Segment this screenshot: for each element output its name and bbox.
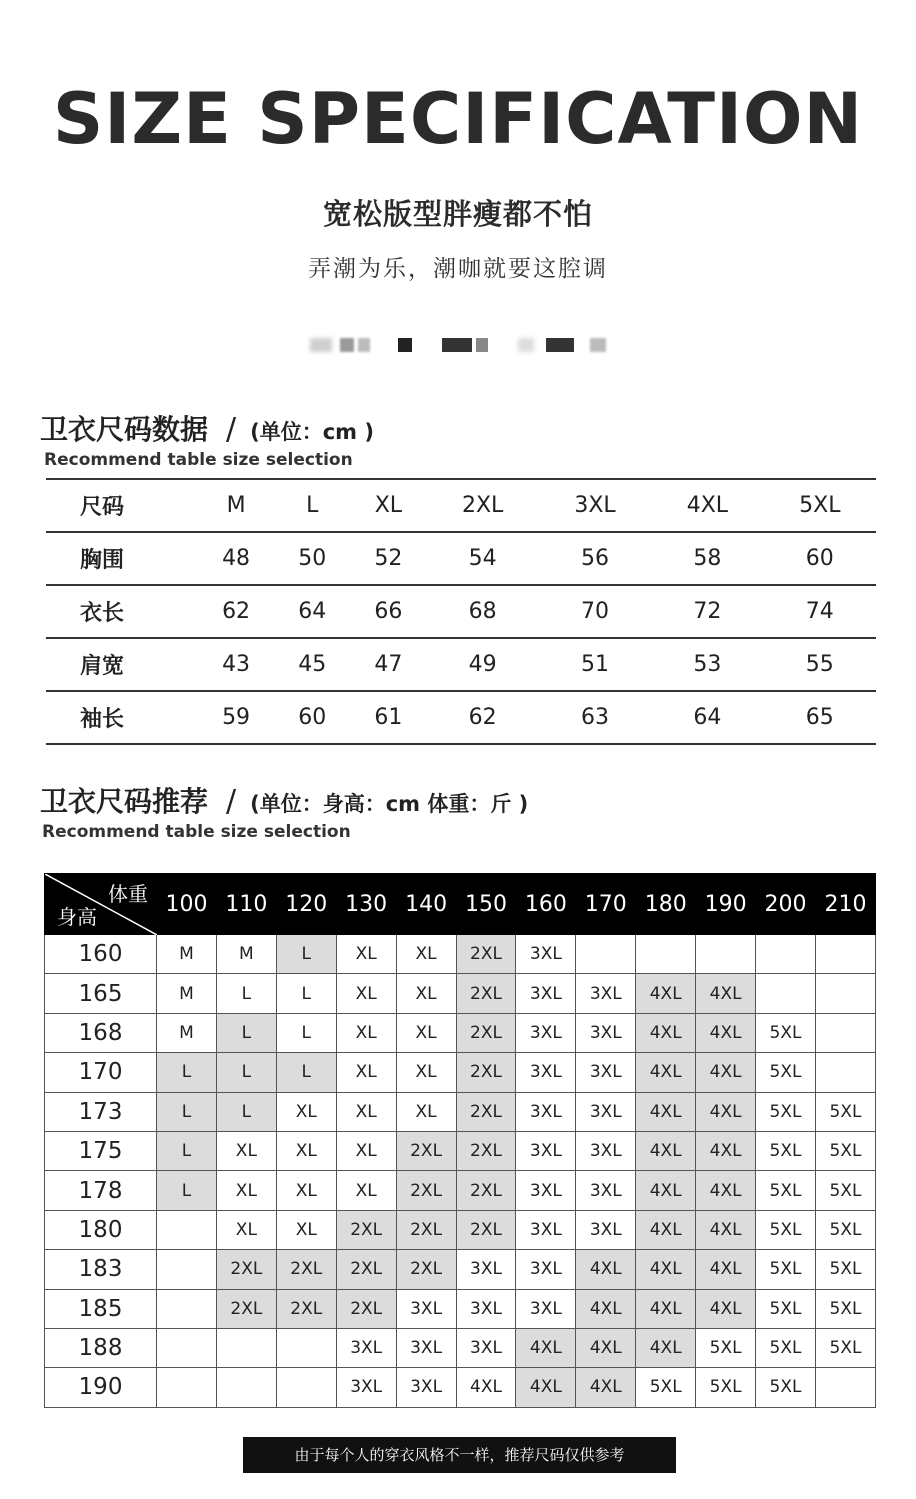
- size-data-cell: 51: [539, 638, 651, 691]
- size-data-cell: 72: [651, 585, 763, 638]
- height-row: [45, 1250, 876, 1289]
- recommended-size-cell: 4XL: [576, 1328, 636, 1367]
- recommended-size-cell: 4XL: [696, 1289, 756, 1328]
- recommended-size-cell: [157, 1328, 217, 1367]
- height-cell: 180: [45, 1210, 157, 1249]
- recommended-size-cell: [276, 1368, 336, 1407]
- size-data-cell: 65: [764, 691, 876, 744]
- weight-header: 140: [396, 874, 456, 935]
- recommended-size-cell: 4XL: [636, 974, 696, 1013]
- recommended-size-cell: 4XL: [636, 1328, 696, 1367]
- recommended-size-cell: [157, 1289, 217, 1328]
- corner-cell: [45, 874, 157, 935]
- recommended-size-cell: 4XL: [696, 1092, 756, 1131]
- recommended-size-cell: 3XL: [396, 1289, 456, 1328]
- recommended-size-cell: 3XL: [576, 1171, 636, 1210]
- recommended-size-cell: 3XL: [456, 1328, 516, 1367]
- recommended-size-cell: L: [216, 974, 276, 1013]
- recommended-size-cell: XL: [276, 1171, 336, 1210]
- size-data-cell: 47: [350, 638, 426, 691]
- weight-header: 190: [696, 874, 756, 935]
- recommended-size-cell: XL: [336, 935, 396, 974]
- weight-header: 110: [216, 874, 276, 935]
- size-data-row: [46, 691, 876, 744]
- weight-header: 150: [456, 874, 516, 935]
- size-data-cell: 74: [764, 585, 876, 638]
- recommended-size-cell: 3XL: [336, 1328, 396, 1367]
- recommended-size-cell: 4XL: [636, 1250, 696, 1289]
- recommended-size-cell: 2XL: [456, 1131, 516, 1170]
- recommended-size-cell: 2XL: [456, 935, 516, 974]
- recommended-size-cell: 5XL: [756, 1328, 816, 1367]
- recommended-size-cell: 2XL: [396, 1250, 456, 1289]
- subtitle-secondary: 弄潮为乐，潮咖就要这腔调: [308, 256, 608, 282]
- size-recommend-header: [40, 780, 528, 842]
- height-row: [45, 1328, 876, 1367]
- size-data-cell: 45: [274, 638, 350, 691]
- weight-header: 180: [636, 874, 696, 935]
- recommended-size-cell: 3XL: [516, 1131, 576, 1170]
- height-cell: 170: [45, 1053, 157, 1092]
- height-cell: 175: [45, 1131, 157, 1170]
- height-cell: 165: [45, 974, 157, 1013]
- recommended-size-cell: [815, 1013, 875, 1052]
- recommended-size-cell: M: [216, 935, 276, 974]
- recommended-size-cell: 4XL: [696, 1210, 756, 1249]
- recommended-size-cell: 3XL: [336, 1368, 396, 1407]
- weight-header: 160: [516, 874, 576, 935]
- recommended-size-cell: 5XL: [696, 1328, 756, 1367]
- recommended-size-cell: 5XL: [756, 1013, 816, 1052]
- recommended-size-cell: XL: [276, 1210, 336, 1249]
- recommended-size-cell: [216, 1328, 276, 1367]
- recommended-size-cell: XL: [216, 1131, 276, 1170]
- weight-header: 120: [276, 874, 336, 935]
- size-data-cell: 52: [350, 532, 426, 585]
- recommended-size-cell: 3XL: [576, 974, 636, 1013]
- recommended-size-cell: 5XL: [756, 1131, 816, 1170]
- recommended-size-cell: 3XL: [576, 1131, 636, 1170]
- row-label: 尺码: [46, 479, 198, 532]
- height-row: [45, 1131, 876, 1170]
- recommended-size-cell: 5XL: [756, 1250, 816, 1289]
- recommended-size-cell: 3XL: [516, 1289, 576, 1328]
- size-data-cell: XL: [350, 479, 426, 532]
- recommended-size-cell: L: [157, 1131, 217, 1170]
- recommended-size-cell: [576, 935, 636, 974]
- recommended-size-cell: 3XL: [516, 1092, 576, 1131]
- recommended-size-cell: M: [157, 935, 217, 974]
- recommended-size-cell: 2XL: [276, 1250, 336, 1289]
- row-label: 袖长: [46, 691, 198, 744]
- height-cell: 168: [45, 1013, 157, 1052]
- weight-header: 100: [157, 874, 217, 935]
- recommended-size-cell: 3XL: [576, 1210, 636, 1249]
- size-data-header: [40, 408, 374, 470]
- recommended-size-cell: 3XL: [396, 1328, 456, 1367]
- recommended-size-cell: 4XL: [636, 1013, 696, 1052]
- size-data-cell: 68: [426, 585, 538, 638]
- recommended-size-cell: [216, 1368, 276, 1407]
- recommended-size-cell: 3XL: [396, 1368, 456, 1407]
- recommended-size-cell: XL: [276, 1092, 336, 1131]
- recommended-size-cell: XL: [216, 1210, 276, 1249]
- recommended-size-cell: [815, 974, 875, 1013]
- recommended-size-cell: L: [157, 1053, 217, 1092]
- recommended-size-cell: XL: [396, 1053, 456, 1092]
- recommended-size-cell: 4XL: [636, 1053, 696, 1092]
- recommended-size-cell: L: [276, 1013, 336, 1052]
- recommended-size-cell: 3XL: [456, 1250, 516, 1289]
- recommended-size-cell: 3XL: [456, 1289, 516, 1328]
- size-data-row: [46, 479, 876, 532]
- size-data-row: [46, 532, 876, 585]
- recommended-size-cell: 3XL: [516, 1250, 576, 1289]
- page-title: SIZE SPECIFICATION: [52, 78, 864, 160]
- size-data-cell: 61: [350, 691, 426, 744]
- size-data-cell: 4XL: [651, 479, 763, 532]
- recommended-size-cell: XL: [336, 1131, 396, 1170]
- recommended-size-cell: 5XL: [815, 1210, 875, 1249]
- recommended-size-cell: XL: [396, 1092, 456, 1131]
- height-cell: 183: [45, 1250, 157, 1289]
- weight-header: 170: [576, 874, 636, 935]
- recommended-size-cell: 4XL: [456, 1368, 516, 1407]
- recommended-size-cell: 5XL: [815, 1328, 875, 1367]
- recommended-size-cell: 5XL: [696, 1368, 756, 1407]
- size-data-cell: 60: [274, 691, 350, 744]
- height-row: [45, 1289, 876, 1328]
- recommended-size-cell: XL: [396, 974, 456, 1013]
- recommended-size-cell: 5XL: [756, 1368, 816, 1407]
- height-cell: 178: [45, 1171, 157, 1210]
- size-data-cell: 62: [198, 585, 274, 638]
- corner-weight-label: 体重: [108, 882, 148, 906]
- corner-height-label: 身高: [57, 905, 97, 929]
- size-data-row: [46, 638, 876, 691]
- size-data-cell: M: [198, 479, 274, 532]
- recommended-size-cell: 5XL: [756, 1092, 816, 1131]
- recommended-size-cell: 4XL: [696, 1013, 756, 1052]
- size-data-cell: 48: [198, 532, 274, 585]
- recommended-size-cell: L: [276, 935, 336, 974]
- row-label: 衣长: [46, 585, 198, 638]
- recommended-size-cell: 4XL: [576, 1289, 636, 1328]
- height-row: [45, 1092, 876, 1131]
- size-data-cell: 50: [274, 532, 350, 585]
- recommended-size-cell: 4XL: [696, 1250, 756, 1289]
- recommended-size-cell: 3XL: [516, 974, 576, 1013]
- recommended-size-cell: XL: [216, 1171, 276, 1210]
- recommended-size-cell: XL: [396, 1013, 456, 1052]
- recommended-size-cell: 2XL: [216, 1250, 276, 1289]
- title-slash: /: [226, 412, 237, 447]
- size-data-cell: 54: [426, 532, 538, 585]
- recommended-size-cell: L: [216, 1013, 276, 1052]
- size-data-title: 卫衣尺码数据: [40, 413, 209, 446]
- recommended-size-cell: [815, 935, 875, 974]
- size-data-cell: 55: [764, 638, 876, 691]
- recommended-size-cell: 4XL: [636, 1131, 696, 1170]
- recommended-size-cell: 4XL: [636, 1289, 696, 1328]
- recommended-size-cell: 4XL: [576, 1250, 636, 1289]
- recommended-size-cell: XL: [336, 974, 396, 1013]
- recommended-size-cell: 3XL: [516, 1171, 576, 1210]
- height-row: [45, 935, 876, 974]
- recommended-size-cell: 2XL: [336, 1250, 396, 1289]
- size-recommend-title: 卫衣尺码推荐: [40, 785, 209, 818]
- recommended-size-cell: XL: [336, 1171, 396, 1210]
- height-cell: 173: [45, 1092, 157, 1131]
- weight-header: 210: [815, 874, 875, 935]
- recommended-size-cell: [636, 935, 696, 974]
- size-data-unit: (单位：cm ): [250, 420, 374, 444]
- size-data-cell: 70: [539, 585, 651, 638]
- recommended-size-cell: [157, 1250, 217, 1289]
- size-data-cell: 63: [539, 691, 651, 744]
- recommended-size-cell: 2XL: [276, 1289, 336, 1328]
- recommended-size-cell: [157, 1210, 217, 1249]
- recommended-size-cell: 3XL: [516, 1053, 576, 1092]
- size-data-cell: 49: [426, 638, 538, 691]
- recommended-size-cell: L: [276, 974, 336, 1013]
- recommended-size-cell: 3XL: [516, 1013, 576, 1052]
- recommended-size-cell: L: [157, 1171, 217, 1210]
- recommended-size-cell: 2XL: [456, 1013, 516, 1052]
- size-data-cell: 62: [426, 691, 538, 744]
- size-data-cell: 2XL: [426, 479, 538, 532]
- size-data-table: [46, 478, 876, 745]
- size-data-cell: 3XL: [539, 479, 651, 532]
- recommended-size-cell: 2XL: [216, 1289, 276, 1328]
- recommended-size-cell: M: [157, 1013, 217, 1052]
- size-data-cell: 64: [274, 585, 350, 638]
- height-row: [45, 1368, 876, 1407]
- recommended-size-cell: [756, 974, 816, 1013]
- height-cell: 160: [45, 935, 157, 974]
- recommended-size-cell: 4XL: [576, 1368, 636, 1407]
- height-cell: 185: [45, 1289, 157, 1328]
- recommended-size-cell: L: [276, 1053, 336, 1092]
- recommended-size-cell: 2XL: [396, 1210, 456, 1249]
- recommended-size-cell: 3XL: [576, 1013, 636, 1052]
- recommended-size-cell: XL: [396, 935, 456, 974]
- size-data-cell: 58: [651, 532, 763, 585]
- size-recommend-unit: (单位：身高：cm 体重：斤 ): [250, 792, 529, 816]
- recommended-size-cell: 2XL: [396, 1131, 456, 1170]
- recommended-size-cell: 5XL: [756, 1210, 816, 1249]
- recommended-size-cell: 3XL: [576, 1092, 636, 1131]
- recommended-size-cell: XL: [336, 1092, 396, 1131]
- recommended-size-cell: 5XL: [815, 1250, 875, 1289]
- height-row: [45, 974, 876, 1013]
- recommended-size-cell: [756, 935, 816, 974]
- recommended-size-cell: XL: [336, 1013, 396, 1052]
- recommended-size-cell: 2XL: [456, 1171, 516, 1210]
- recommended-size-cell: 4XL: [696, 1053, 756, 1092]
- row-label: 胸围: [46, 532, 198, 585]
- recommended-size-cell: 4XL: [636, 1171, 696, 1210]
- recommended-size-cell: 2XL: [336, 1289, 396, 1328]
- size-data-cell: 59: [198, 691, 274, 744]
- size-data-cell: 56: [539, 532, 651, 585]
- recommended-size-cell: 4XL: [696, 1131, 756, 1170]
- recommended-size-cell: XL: [336, 1053, 396, 1092]
- recommended-size-cell: [157, 1368, 217, 1407]
- height-cell: 188: [45, 1328, 157, 1367]
- recommended-size-cell: 5XL: [636, 1368, 696, 1407]
- size-data-cell: 66: [350, 585, 426, 638]
- recommended-size-cell: L: [157, 1092, 217, 1131]
- recommended-size-cell: [276, 1328, 336, 1367]
- recommended-size-cell: 5XL: [756, 1171, 816, 1210]
- recommended-size-cell: 5XL: [815, 1131, 875, 1170]
- recommended-size-cell: 2XL: [456, 1092, 516, 1131]
- recommended-size-cell: 2XL: [456, 974, 516, 1013]
- recommended-size-cell: 5XL: [815, 1092, 875, 1131]
- subtitle-primary: 宽松版型胖瘦都不怕: [322, 197, 593, 231]
- recommended-size-cell: 4XL: [696, 1171, 756, 1210]
- recommended-size-cell: L: [216, 1092, 276, 1131]
- recommended-size-cell: 3XL: [516, 935, 576, 974]
- recommended-size-cell: 5XL: [815, 1171, 875, 1210]
- recommended-size-cell: L: [216, 1053, 276, 1092]
- size-data-cell: 64: [651, 691, 763, 744]
- height-row: [45, 1171, 876, 1210]
- recommended-size-cell: XL: [276, 1131, 336, 1170]
- row-label: 肩宽: [46, 638, 198, 691]
- recommended-size-cell: 5XL: [815, 1289, 875, 1328]
- weight-header: 130: [336, 874, 396, 935]
- recommended-size-cell: 5XL: [756, 1289, 816, 1328]
- title-slash: /: [226, 784, 237, 819]
- recommended-size-cell: 2XL: [456, 1053, 516, 1092]
- recommended-size-cell: 4XL: [636, 1092, 696, 1131]
- recommended-size-cell: 2XL: [456, 1210, 516, 1249]
- weight-header: 200: [756, 874, 816, 935]
- size-data-cell: 43: [198, 638, 274, 691]
- recommended-size-cell: 2XL: [396, 1171, 456, 1210]
- recommended-size-cell: [696, 935, 756, 974]
- height-row: [45, 1013, 876, 1052]
- size-data-english: Recommend table size selection: [44, 450, 353, 470]
- height-row: [45, 1210, 876, 1249]
- height-row: [45, 1053, 876, 1092]
- size-recommend-table: [44, 873, 876, 1408]
- recommended-size-cell: 4XL: [516, 1328, 576, 1367]
- recommended-size-cell: 3XL: [516, 1210, 576, 1249]
- size-data-cell: L: [274, 479, 350, 532]
- recommended-size-cell: 4XL: [696, 974, 756, 1013]
- recommended-size-cell: M: [157, 974, 217, 1013]
- height-cell: 190: [45, 1368, 157, 1407]
- size-data-row: [46, 585, 876, 638]
- size-data-cell: 53: [651, 638, 763, 691]
- recommended-size-cell: 2XL: [336, 1210, 396, 1249]
- recommended-size-cell: 5XL: [756, 1053, 816, 1092]
- size-data-cell: 60: [764, 532, 876, 585]
- recommended-size-cell: 3XL: [576, 1053, 636, 1092]
- blurred-watermark: [300, 328, 630, 358]
- size-data-cell: 5XL: [764, 479, 876, 532]
- recommended-size-cell: 4XL: [636, 1210, 696, 1249]
- recommended-size-cell: [815, 1368, 875, 1407]
- recommended-size-cell: 4XL: [516, 1368, 576, 1407]
- footer-note: 由于每个人的穿衣风格不一样，推荐尺码仅供参考: [243, 1437, 676, 1473]
- size-recommend-english: Recommend table size selection: [42, 822, 351, 842]
- recommended-size-cell: [815, 1053, 875, 1092]
